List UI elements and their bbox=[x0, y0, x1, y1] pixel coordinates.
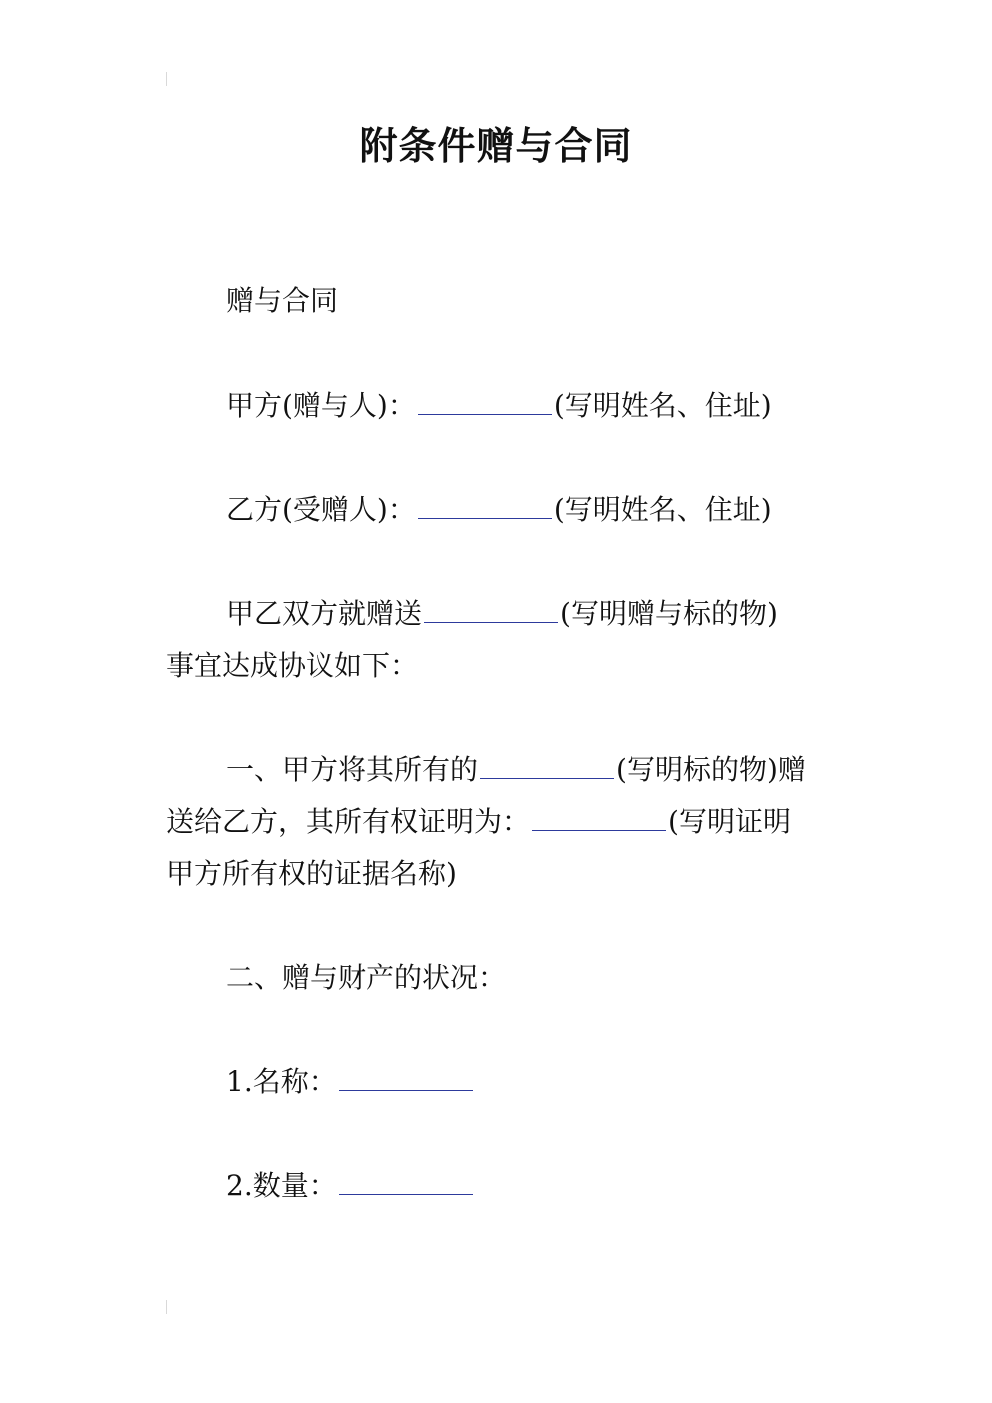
item1-line bbox=[166, 1056, 846, 1108]
gift-object-blank[interactable] bbox=[424, 592, 558, 623]
contract-heading: 赠与合同 bbox=[226, 284, 339, 317]
quantity-blank[interactable] bbox=[339, 1164, 473, 1195]
party-b-blank[interactable] bbox=[418, 488, 552, 519]
clause1-line-3: 甲方所有权的证据名称) bbox=[166, 857, 457, 890]
crop-mark-bottom bbox=[166, 1300, 167, 1314]
intro-line-2: 事宜达成协议如下： bbox=[166, 649, 419, 682]
intro-line-1: 甲乙双方就赠送 (写明赠与标的物) bbox=[166, 588, 846, 640]
document-title: 附条件赠与合同 bbox=[359, 124, 633, 168]
party-b-note: (写明姓名、住址) bbox=[553, 493, 772, 526]
party-a-blank[interactable] bbox=[418, 384, 552, 415]
party-b-line bbox=[166, 484, 846, 536]
clause1-line-2: 送给乙方，其所有权证明为： (写明证明 bbox=[166, 796, 846, 848]
name-label: 1.名称： bbox=[226, 1065, 337, 1098]
party-b-label: 乙方(受赠人)： bbox=[226, 493, 416, 526]
party-a-note: (写明姓名、住址) bbox=[553, 389, 772, 422]
clause1-line-1: 一、甲方将其所有的 (写明标的物)赠 bbox=[166, 744, 846, 796]
item2-line bbox=[166, 1160, 846, 1212]
party-a-line bbox=[166, 380, 846, 432]
party-a-label: 甲方(赠与人)： bbox=[226, 389, 416, 422]
ownership-proof-blank[interactable] bbox=[532, 800, 666, 831]
clause2-heading: 二、赠与财产的状况： bbox=[226, 961, 507, 994]
name-blank[interactable] bbox=[339, 1060, 473, 1091]
clause1-object-blank[interactable] bbox=[480, 748, 614, 779]
crop-mark-top bbox=[166, 72, 167, 86]
quantity-label: 2.数量： bbox=[226, 1169, 337, 1202]
